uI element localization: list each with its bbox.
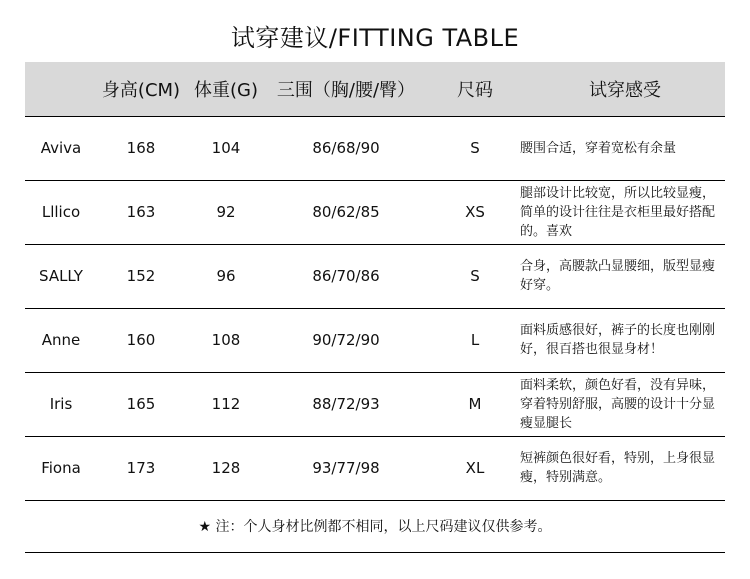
header-name — [25, 62, 97, 116]
cell-weight: 96 — [216, 267, 236, 285]
cell-name: Fiona — [41, 459, 81, 477]
cell-size: XS — [465, 203, 485, 221]
cell-feedback: 合身，高腰款凸显腰细，版型显瘦好穿。 — [520, 259, 716, 293]
table-row — [25, 180, 725, 244]
cell-name: Iris — [49, 395, 73, 413]
cell-weight: 108 — [211, 331, 241, 349]
header-measurements: 三围（胸/腰/臀） — [276, 80, 416, 101]
cell-feedback: 面料质感很好，裤子的长度也刚刚好，很百搭也很显身材！ — [520, 323, 716, 357]
cell-feedback: 面料柔软，颜色好看，没有异味，穿着特别舒服，高腰的设计十分显瘦显腿长 — [520, 377, 716, 431]
cell-feedback: 短裤颜色很好看，特别，上身很显瘦，特别满意。 — [520, 451, 716, 485]
cell-measurements: 88/72/93 — [312, 395, 380, 413]
header-height: 身高(CM) — [101, 80, 181, 101]
bottom-divider — [25, 552, 725, 553]
page-title: 试穿建议/FITTING TABLE — [230, 24, 520, 52]
row-divider — [25, 500, 725, 501]
cell-feedback: 腿部设计比较宽，所以比较显瘦，简单的设计往往是衣柜里最好搭配的。喜欢 — [520, 185, 716, 239]
cell-measurements: 86/68/90 — [312, 139, 380, 157]
cell-height: 165 — [126, 395, 156, 413]
header-size: 尺码 — [457, 80, 493, 101]
footnote: ★ 注：个人身材比例都不相同，以上尺码建议仅供参考。 — [198, 519, 552, 535]
cell-weight: 112 — [211, 395, 241, 413]
table-row — [25, 244, 725, 308]
cell-height: 168 — [126, 139, 156, 157]
cell-weight: 104 — [211, 139, 241, 157]
cell-size: L — [470, 331, 480, 349]
cell-weight: 92 — [216, 203, 236, 221]
cell-weight: 128 — [211, 459, 241, 477]
table-row — [25, 436, 725, 500]
cell-height: 152 — [126, 267, 156, 285]
cell-feedback: 腰围合适，穿着宽松有余量 — [520, 140, 677, 156]
cell-name: Lllico — [41, 203, 81, 221]
table-header — [25, 62, 725, 116]
table-row — [25, 308, 725, 372]
cell-measurements: 80/62/85 — [312, 203, 380, 221]
cell-measurements: 90/72/90 — [312, 331, 380, 349]
header-weight: 体重(G) — [194, 80, 258, 101]
cell-name: SALLY — [39, 267, 83, 285]
cell-size: S — [470, 267, 480, 285]
cell-name: Anne — [41, 331, 81, 349]
header-feedback: 试穿感受 — [589, 80, 661, 101]
cell-height: 173 — [126, 459, 156, 477]
cell-name: Aviva — [40, 139, 82, 157]
cell-size: M — [468, 395, 482, 413]
cell-height: 163 — [126, 203, 156, 221]
table-row — [25, 116, 725, 180]
cell-size: XL — [465, 459, 485, 477]
table-row — [25, 372, 725, 436]
cell-size: S — [470, 139, 480, 157]
cell-height: 160 — [126, 331, 156, 349]
cell-measurements: 93/77/98 — [312, 459, 380, 477]
cell-measurements: 86/70/86 — [312, 267, 380, 285]
